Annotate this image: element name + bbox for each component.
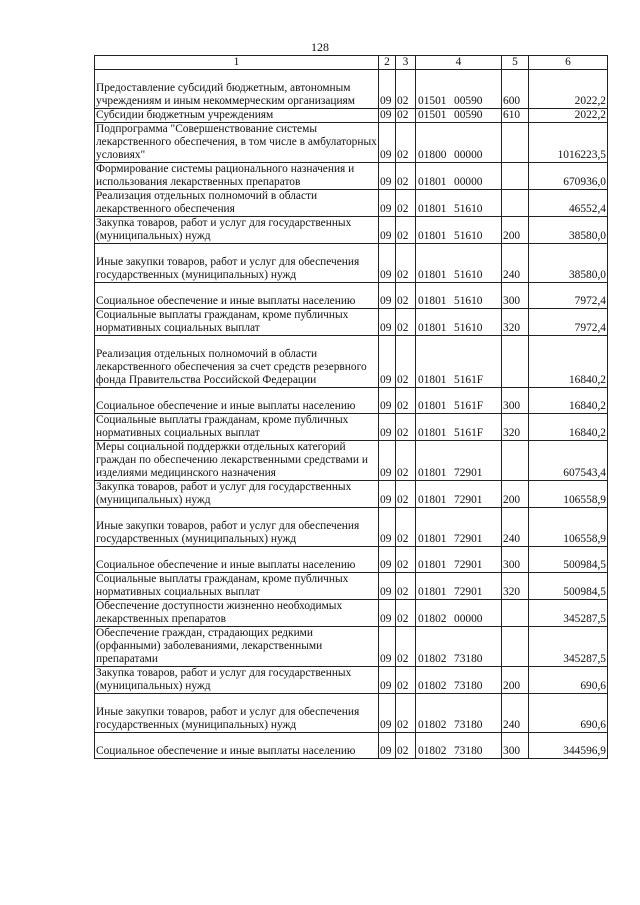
direction-code: 00590	[454, 109, 483, 121]
expense-type-cell	[502, 190, 529, 217]
subsection-code-cell: 02	[396, 123, 416, 163]
direction-code: 72901	[454, 559, 483, 571]
expense-type-cell: 600	[502, 70, 529, 109]
section-code-cell: 09	[379, 441, 396, 481]
direction-code: 73180	[454, 653, 483, 665]
target-article-cell	[416, 336, 502, 388]
section-code-cell: 09	[379, 163, 396, 190]
direction-code: 00000	[454, 613, 483, 625]
section-code-cell: 09	[379, 414, 396, 441]
row-name-cell: Формирование системы рационального назначения и использования лекарственных препаратов	[95, 163, 379, 190]
direction-code: 73180	[454, 745, 483, 757]
target-article-cell	[416, 190, 502, 217]
subsection-code-cell: 02	[396, 733, 416, 759]
row-name-cell: Социальное обеспечение и иные выплаты населению	[95, 388, 379, 414]
expense-type-cell: 200	[502, 667, 529, 694]
table-row	[95, 733, 608, 759]
table-row	[95, 441, 608, 481]
table-row	[95, 481, 608, 508]
expense-type-cell: 240	[502, 244, 529, 283]
program-code: 01801	[418, 295, 447, 307]
target-article-cell	[416, 441, 502, 481]
target-article-cell	[416, 600, 502, 627]
row-name-cell: Реализация отдельных полномочий в области лекарственного обеспечения	[95, 190, 379, 217]
table-row	[95, 283, 608, 309]
section-code-cell: 09	[379, 627, 396, 667]
amount-cell: 344596,9	[529, 733, 608, 759]
row-name-cell: Субсидии бюджетным учреждениям	[95, 109, 379, 123]
section-code-cell: 09	[379, 217, 396, 244]
amount-cell: 670936,0	[529, 163, 608, 190]
program-code: 01801	[418, 533, 447, 545]
table-row	[95, 388, 608, 414]
row-name-cell: Социальное обеспечение и иные выплаты населению	[95, 733, 379, 759]
amount-cell: 500984,5	[529, 573, 608, 600]
table-row	[95, 123, 608, 163]
program-code: 01801	[418, 586, 447, 598]
expense-type-cell: 300	[502, 388, 529, 414]
amount-cell: 106558,9	[529, 481, 608, 508]
target-article-cell	[416, 109, 502, 123]
section-code-cell: 09	[379, 70, 396, 109]
target-article-cell	[416, 123, 502, 163]
expense-type-cell	[502, 123, 529, 163]
section-code-cell: 09	[379, 309, 396, 336]
table-row	[95, 627, 608, 667]
section-code-cell: 09	[379, 547, 396, 573]
row-name-cell: Социальные выплаты гражданам, кроме публичных нормативных социальных выплат	[95, 309, 379, 336]
row-name-cell: Социальное обеспечение и иные выплаты населению	[95, 547, 379, 573]
program-code: 01802	[418, 680, 447, 692]
direction-code: 00000	[454, 149, 483, 161]
row-name-cell: Обеспечение доступности жизненно необходимых лекарственных препаратов	[95, 600, 379, 627]
program-code: 01802	[418, 745, 447, 757]
expense-type-cell: 200	[502, 481, 529, 508]
direction-code: 51610	[454, 230, 483, 242]
program-code: 01801	[418, 427, 447, 439]
row-name-cell: Социальные выплаты гражданам, кроме публичных нормативных социальных выплат	[95, 414, 379, 441]
subsection-code-cell: 02	[396, 573, 416, 600]
table-row	[95, 109, 608, 123]
amount-cell: 690,6	[529, 694, 608, 733]
budget-table	[94, 55, 608, 759]
direction-code: 5161F	[454, 400, 484, 412]
program-code: 01801	[418, 374, 447, 386]
target-article-cell	[416, 414, 502, 441]
subsection-code-cell: 02	[396, 481, 416, 508]
program-code: 01800	[418, 149, 447, 161]
expense-type-cell: 320	[502, 573, 529, 600]
row-name-cell: Закупка товаров, работ и услуг для государственных (муниципальных) нужд	[95, 481, 379, 508]
program-code: 01801	[418, 559, 447, 571]
expense-type-cell	[502, 600, 529, 627]
section-code-cell: 09	[379, 388, 396, 414]
section-code-cell: 09	[379, 109, 396, 123]
table-row	[95, 414, 608, 441]
target-article-cell	[416, 388, 502, 414]
subsection-code-cell: 02	[396, 627, 416, 667]
subsection-code-cell: 02	[396, 441, 416, 481]
subsection-code-cell: 02	[396, 163, 416, 190]
program-code: 01801	[418, 176, 447, 188]
section-code-cell: 09	[379, 283, 396, 309]
row-name-cell: Предоставление субсидий бюджетным, автономным учреждениям и иным некоммерческим организациям	[95, 70, 379, 109]
amount-cell: 7972,4	[529, 309, 608, 336]
subsection-code-cell: 02	[396, 217, 416, 244]
expense-type-cell: 200	[502, 217, 529, 244]
direction-code: 72901	[454, 467, 483, 479]
direction-code: 00000	[454, 176, 483, 188]
column-header: 4	[416, 56, 502, 70]
row-name-cell: Иные закупки товаров, работ и услуг для обеспечения государственных (муниципальных) нужд	[95, 508, 379, 547]
subsection-code-cell: 02	[396, 190, 416, 217]
row-name-cell: Обеспечение граждан, страдающих редкими (орфанными) заболеваниями, лекарственными препаратами	[95, 627, 379, 667]
direction-code: 5161F	[454, 374, 484, 386]
program-code: 01802	[418, 719, 447, 731]
program-code: 01801	[418, 230, 447, 242]
subsection-code-cell: 02	[396, 547, 416, 573]
table-row	[95, 600, 608, 627]
subsection-code-cell: 02	[396, 336, 416, 388]
row-name-cell: Реализация отдельных полномочий в области лекарственного обеспечения за счет средств резервного фонда Правительства Российской Федерации	[95, 336, 379, 388]
row-name-cell: Подпрограмма "Совершенствование системы лекарственного обеспечения, в том числе в амбулаторных условиях"	[96, 123, 377, 161]
expense-type-cell: 320	[502, 414, 529, 441]
amount-cell: 345287,5	[529, 600, 608, 627]
page-number: 128	[311, 40, 329, 54]
program-code: 01801	[418, 400, 447, 412]
target-article-cell	[416, 481, 502, 508]
target-article-cell	[416, 309, 502, 336]
amount-cell: 16840,2	[529, 414, 608, 441]
section-code-cell: 09	[379, 481, 396, 508]
section-code-cell: 09	[379, 733, 396, 759]
subsection-code-cell: 02	[396, 508, 416, 547]
subsection-code-cell: 02	[396, 283, 416, 309]
amount-cell: 607543,4	[529, 441, 608, 481]
table-row	[95, 547, 608, 573]
amount-cell: 106558,9	[529, 508, 608, 547]
row-name-cell: Социальное обеспечение и иные выплаты населению	[95, 283, 379, 309]
section-code-cell: 09	[379, 573, 396, 600]
table-row	[95, 70, 608, 109]
table-row	[95, 694, 608, 733]
direction-code: 72901	[454, 586, 483, 598]
program-code: 01501	[418, 109, 447, 121]
amount-cell: 1016223,5	[529, 123, 608, 163]
program-code: 01802	[418, 653, 447, 665]
direction-code: 51610	[454, 295, 483, 307]
expense-type-cell	[502, 441, 529, 481]
direction-code: 51610	[454, 269, 483, 281]
section-code-cell: 09	[379, 667, 396, 694]
expense-type-cell	[502, 336, 529, 388]
program-code: 01501	[418, 95, 447, 107]
direction-code: 5161F	[454, 427, 484, 439]
target-article-cell	[416, 694, 502, 733]
amount-cell: 16840,2	[529, 336, 608, 388]
row-name-cell: Иные закупки товаров, работ и услуг для обеспечения государственных (муниципальных) нужд	[95, 244, 379, 283]
subsection-code-cell: 02	[396, 388, 416, 414]
amount-cell: 38580,0	[529, 244, 608, 283]
section-code-cell: 09	[379, 123, 396, 163]
table-row	[95, 309, 608, 336]
direction-code: 72901	[454, 494, 483, 506]
subsection-code-cell: 02	[396, 694, 416, 733]
subsection-code-cell: 02	[396, 244, 416, 283]
target-article-cell	[416, 573, 502, 600]
column-header: 2	[379, 56, 396, 70]
expense-type-cell: 320	[502, 309, 529, 336]
section-code-cell: 09	[379, 190, 396, 217]
program-code: 01801	[418, 494, 447, 506]
subsection-code-cell: 02	[396, 414, 416, 441]
table-row	[95, 573, 608, 600]
program-code: 01801	[418, 203, 447, 215]
target-article-cell	[416, 217, 502, 244]
program-code: 01801	[418, 322, 447, 334]
table-row	[95, 244, 608, 283]
row-name-cell: Социальные выплаты гражданам, кроме публичных нормативных социальных выплат	[95, 573, 379, 600]
amount-cell: 2022,2	[529, 70, 608, 109]
table-row	[95, 667, 608, 694]
column-header: 5	[502, 56, 529, 70]
amount-cell: 46552,4	[529, 190, 608, 217]
subsection-code-cell: 02	[396, 309, 416, 336]
row-name-cell: Закупка товаров, работ и услуг для государственных (муниципальных) нужд	[95, 667, 379, 694]
table-row	[95, 163, 608, 190]
target-article-cell	[416, 627, 502, 667]
subsection-code-cell: 02	[396, 600, 416, 627]
direction-code: 51610	[454, 322, 483, 334]
amount-cell: 38580,0	[529, 217, 608, 244]
table-header-row	[95, 56, 608, 70]
target-article-cell	[416, 508, 502, 547]
expense-type-cell: 240	[502, 508, 529, 547]
direction-code: 73180	[454, 719, 483, 731]
expense-type-cell: 610	[502, 109, 529, 123]
expense-type-cell	[502, 627, 529, 667]
target-article-cell	[416, 244, 502, 283]
direction-code: 73180	[454, 680, 483, 692]
target-article-cell	[416, 163, 502, 190]
subsection-code-cell: 02	[396, 109, 416, 123]
row-name-cell: Закупка товаров, работ и услуг для государственных (муниципальных) нужд	[95, 217, 379, 244]
column-header: 3	[396, 56, 416, 70]
program-code: 01801	[418, 467, 447, 479]
direction-code: 51610	[454, 203, 483, 215]
column-header: 1	[95, 56, 379, 70]
subsection-code-cell: 02	[396, 667, 416, 694]
column-header: 6	[529, 56, 608, 70]
table-row	[95, 190, 608, 217]
target-article-cell	[416, 70, 502, 109]
amount-cell: 16840,2	[529, 388, 608, 414]
expense-type-cell: 300	[502, 547, 529, 573]
amount-cell: 7972,4	[529, 283, 608, 309]
target-article-cell	[416, 667, 502, 694]
target-article-cell	[416, 547, 502, 573]
amount-cell: 500984,5	[529, 547, 608, 573]
program-code: 01802	[418, 613, 447, 625]
amount-cell: 2022,2	[529, 109, 608, 123]
expense-type-cell: 240	[502, 694, 529, 733]
table-row	[95, 336, 608, 388]
direction-code: 00590	[454, 95, 483, 107]
section-code-cell: 09	[379, 508, 396, 547]
program-code: 01801	[418, 269, 447, 281]
section-code-cell: 09	[379, 694, 396, 733]
target-article-cell	[416, 283, 502, 309]
section-code-cell: 09	[379, 244, 396, 283]
expense-type-cell	[502, 163, 529, 190]
section-code-cell: 09	[379, 336, 396, 388]
table-row	[95, 217, 608, 244]
direction-code: 72901	[454, 533, 483, 545]
expense-type-cell: 300	[502, 283, 529, 309]
row-name-cell: Меры социальной поддержки отдельных категорий граждан по обеспечению лекарственными средствами и изделиями медицинского назначения	[95, 441, 379, 481]
target-article-cell	[416, 733, 502, 759]
expense-type-cell: 300	[502, 733, 529, 759]
table-row	[95, 508, 608, 547]
row-name-cell: Иные закупки товаров, работ и услуг для обеспечения государственных (муниципальных) нужд	[95, 694, 379, 733]
section-code-cell: 09	[379, 600, 396, 627]
amount-cell: 345287,5	[529, 627, 608, 667]
subsection-code-cell: 02	[396, 70, 416, 109]
amount-cell: 690,6	[529, 667, 608, 694]
